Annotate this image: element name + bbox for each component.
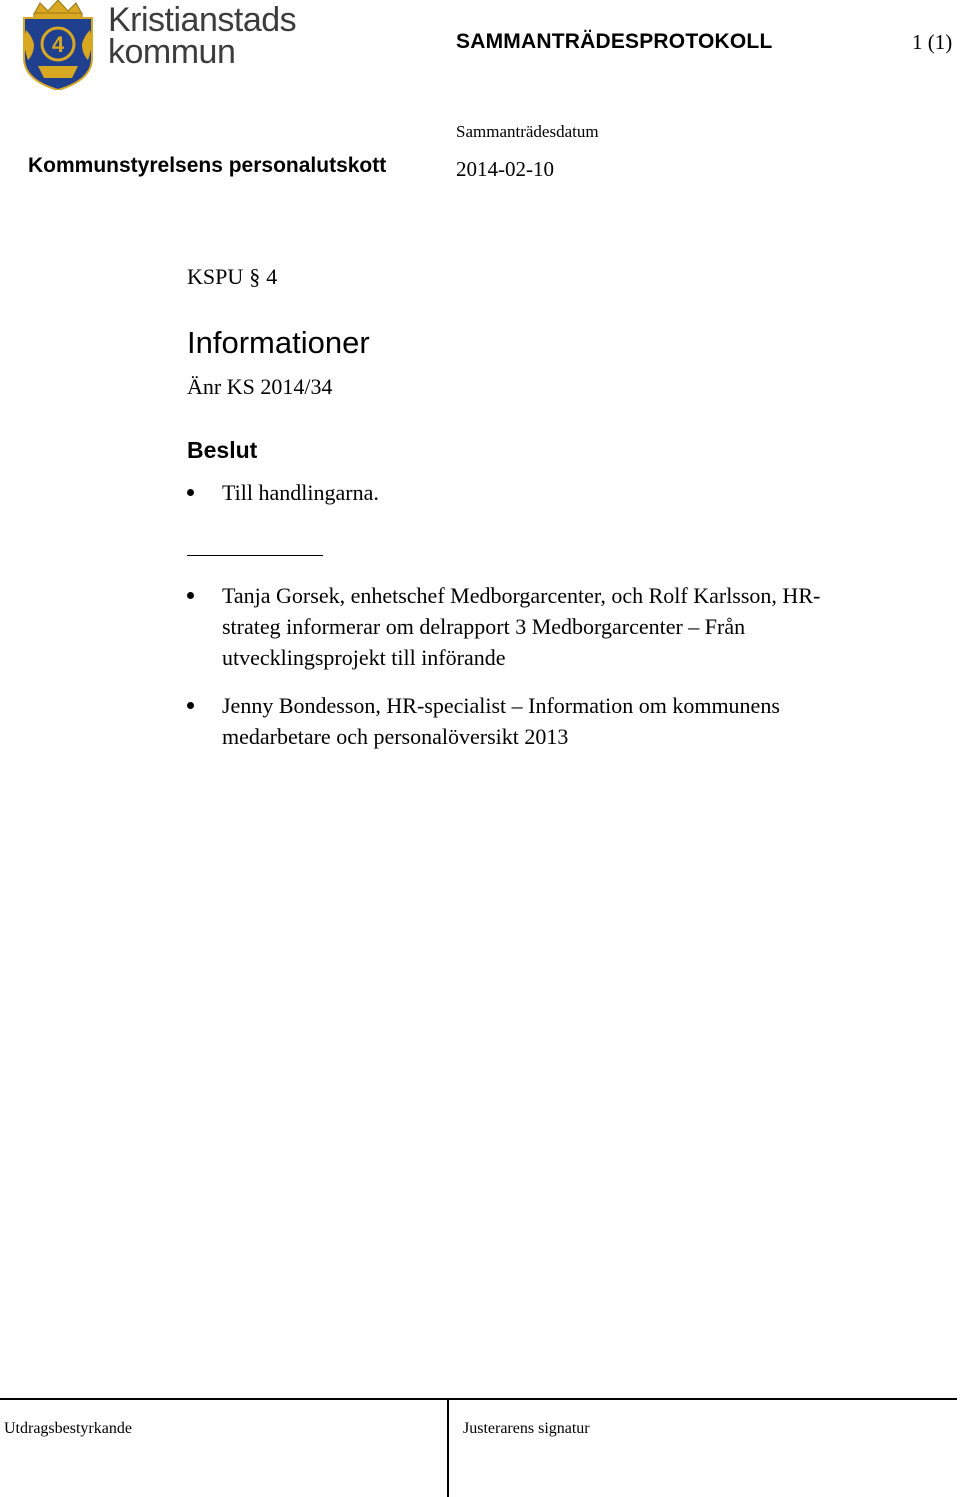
page-number: 1 (1) (912, 30, 953, 54)
logo-line-1: Kristianstads (108, 1, 297, 39)
footer-rule (0, 1398, 957, 1400)
adjuster-signature-label: Justerarens signatur (463, 1420, 590, 1437)
bullet-icon (187, 702, 194, 709)
case-number: Änr KS 2014/34 (187, 374, 333, 399)
separator-line (187, 555, 323, 556)
logo-line-2: kommun (108, 33, 236, 71)
committee-name: Kommunstyrelsens personalutskott (28, 154, 387, 177)
info-text: Tanja Gorsek, enhetschef Medborgarcenter, och Rolf Karlsson, HR-strateg informerar om delrapport 3 Medborgarcenter – Från utvecklingsprojekt till införande (222, 583, 821, 670)
paragraph-symbol: § (249, 264, 261, 289)
page-title: Informationer (187, 325, 370, 360)
list-item (187, 690, 867, 754)
info-text: Jenny Bondesson, HR-specialist – Information om kommunens medarbetare och personalöversikt 2013 (222, 693, 780, 749)
meeting-date-label: Sammanträdesdatum (456, 122, 599, 141)
paragraph-number: 4 (266, 264, 278, 289)
bullet-icon (187, 592, 194, 599)
bullet-icon (187, 489, 194, 496)
paragraph-reference (187, 264, 277, 290)
meeting-date: 2014-02-10 (456, 157, 554, 181)
paragraph-prefix: KSPU (187, 264, 244, 289)
svg-text:4: 4 (51, 32, 65, 57)
list-item (187, 580, 867, 676)
document-type: SAMMANTRÄDESPROTOKOLL (456, 30, 773, 53)
decision-heading: Beslut (187, 437, 258, 463)
certification-label: Utdragsbestyrkande (4, 1420, 132, 1437)
footer-divider (447, 1399, 449, 1497)
municipality-logo (20, 0, 310, 92)
coat-of-arms-icon (20, 0, 96, 90)
list-item (187, 477, 867, 511)
decision-text: Till handlingarna. (222, 480, 379, 505)
logo-wordmark (108, 1, 297, 71)
